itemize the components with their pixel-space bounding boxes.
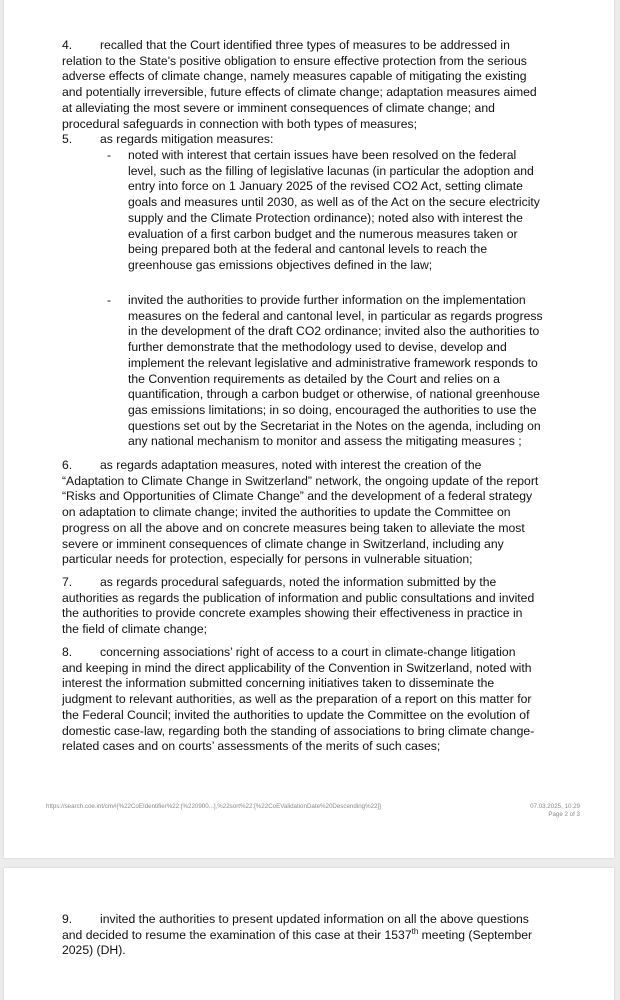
footer-url-link[interactable]: https://search.coe.int/cm#{%22CoEIdentifier%22:[%220900...],%22sort%22:[%22CoEValidationDate%20Descending%22]} [46,803,382,810]
bullet-text: the Convention requirements as detailed by the Court and relies on a [128,371,500,386]
dash-bullet-icon: - [107,293,112,307]
paragraph-text: and potentially irreversible, future effects of climate change; adaptation measures aimed [62,85,537,100]
paragraph-text: and decided to resume the examination of this case at their 1537 [62,927,412,942]
bullet-text: noted with interest that certain issues have been resolved on the federal [128,148,517,162]
paragraph-9 [62,912,568,959]
paragraph-text: “Risks and Opportunities of Climate Change” and the development of a federal strategy [62,489,533,504]
paragraph-4 [62,38,568,132]
bullet-text: further demonstrate that the methodology used to devise, develop and [128,340,507,355]
document-page-2 [4,868,614,1000]
bullet-text: entry into force on 1 January 2025 of the revised CO2 Act, setting climate [128,179,523,194]
paragraph-number: 6. [62,458,73,472]
paragraph-text: as regards procedural safeguards, noted the information submitted by the [100,575,497,589]
paragraph-number: 8. [62,645,73,659]
paragraph-text: interest the information submitted concerning initiatives taken to disseminate the [62,676,495,691]
paragraph-text: “Adaptation to Climate Change in Switzerland” network, the ongoing update of the report [62,473,539,488]
bullet-text: being prepared both at the federal and cantonal levels to reach the [128,242,488,257]
bullet-item-1 [101,148,561,274]
paragraph-text: the authorities to provide concrete examples showing their effectiveness in practice in [62,606,523,621]
paragraph-text: domestic case-law, regarding both the standing of associations to bring climate change- [62,723,535,738]
paragraph-text: 2025) (DH). [62,943,126,958]
bullet-text: quantification, through a carbon budget or otherwise, of national greenhouse [128,387,540,402]
paragraph-text: judgment to relevant authorities, as well as the preparation of a report on this matter for [62,692,532,707]
paragraph-text: at alleviating the most severe or imminent consequences of climate change; and [62,100,495,115]
paragraph-text: severe or imminent consequences of climate change in Switzerland, including any [62,536,504,551]
paragraph-text: meeting (September [418,927,533,942]
document-page-1 [4,0,614,858]
bullet-text: gas emissions limitations; in so doing, encouraged the authorities to use the [128,402,537,417]
paragraph-text: particular needs for protection, especially for persons in vulnerable situation; [62,552,473,567]
footer-page-label: Page 2 of 3 [548,811,580,818]
bullet-item-2 [101,293,561,450]
paragraph-text: related cases and on courts’ assessments of the merits of such cases; [62,739,441,754]
paragraph-text: authorities as regards the publication of information and public consultations and invited [62,590,535,605]
paragraph-text: invited the authorities to present updated information on all the above questions [100,912,529,926]
paragraph-8 [62,645,568,755]
paragraph-text: recalled that the Court identified three types of measures to be addressed in [100,38,510,52]
bullet-text: evaluation of a first carbon budget and the numerous measures taken or [128,226,518,241]
paragraph-number: 9. [62,912,73,926]
ordinal-suffix: th [411,926,419,936]
paragraph-text: on adaptation to climate change; invited the authorities to update the Committee on [62,505,511,520]
paragraph-text: as regards adaptation measures, noted with interest the creation of the [100,458,482,472]
paragraph-number: 7. [62,575,73,589]
footer-meta [530,803,580,819]
bullet-text: any national mechanism to monitor and assess the mitigating measures ; [128,434,522,449]
paragraph-text: progress on all the above and on concrete measures being taken to alleviate the most [62,520,525,535]
bullet-text: invited the authorities to provide further information on the implementation [128,293,526,307]
bullet-text: questions set out by the Secretariat in the Notes on the agenda, including on [128,418,541,433]
bullet-text: level, such as the filling of legislative lacunas (in particular the adoption and [128,163,534,178]
paragraph-7 [62,575,568,638]
bullet-text: in the development of the draft CO2 ordinance; invited also the authorities to [128,324,540,339]
paragraph-number: 5. [62,132,73,146]
paragraph-text: relation to the State's positive obligation to ensure effective protection from the serious [62,53,527,68]
paragraph-5 [62,132,568,148]
paragraph-6 [62,458,568,568]
paragraph-text: as regards mitigation measures: [100,132,274,146]
paragraph-text: the field of climate change; [62,622,207,637]
paragraph-text: concerning associations’ right of access to a court in climate-change litigation [100,645,516,659]
dash-bullet-icon: - [107,148,112,162]
paragraph-text: the Federal Council; invited the authorities to update the Committee on the evolution of [62,707,530,722]
footer-datetime: 07.03.2025, 10:29 [530,803,580,810]
paragraph-text: procedural safeguards in connection with both types of measures; [62,116,417,131]
bullet-text: goals and measures until 2030, as well as of the Act on the secure electricity [128,195,540,210]
paragraph-number: 4. [62,38,73,52]
bullet-text: supply and the Climate Protection ordinance); noted also with interest the [128,210,523,225]
bullet-text: implement the relevant legislative and administrative framework responds to [128,355,538,370]
paragraph-text: and keeping in mind the direct applicability of the Convention in Switzerland, noted with [62,660,532,675]
bullet-text: measures on the federal and cantonal level, in particular as regards progress [128,308,543,323]
paragraph-text: adverse effects of climate change, namely measures capable of mitigating the existing [62,69,527,84]
bullet-text: greenhouse gas emissions objectives defined in the law; [128,257,433,272]
